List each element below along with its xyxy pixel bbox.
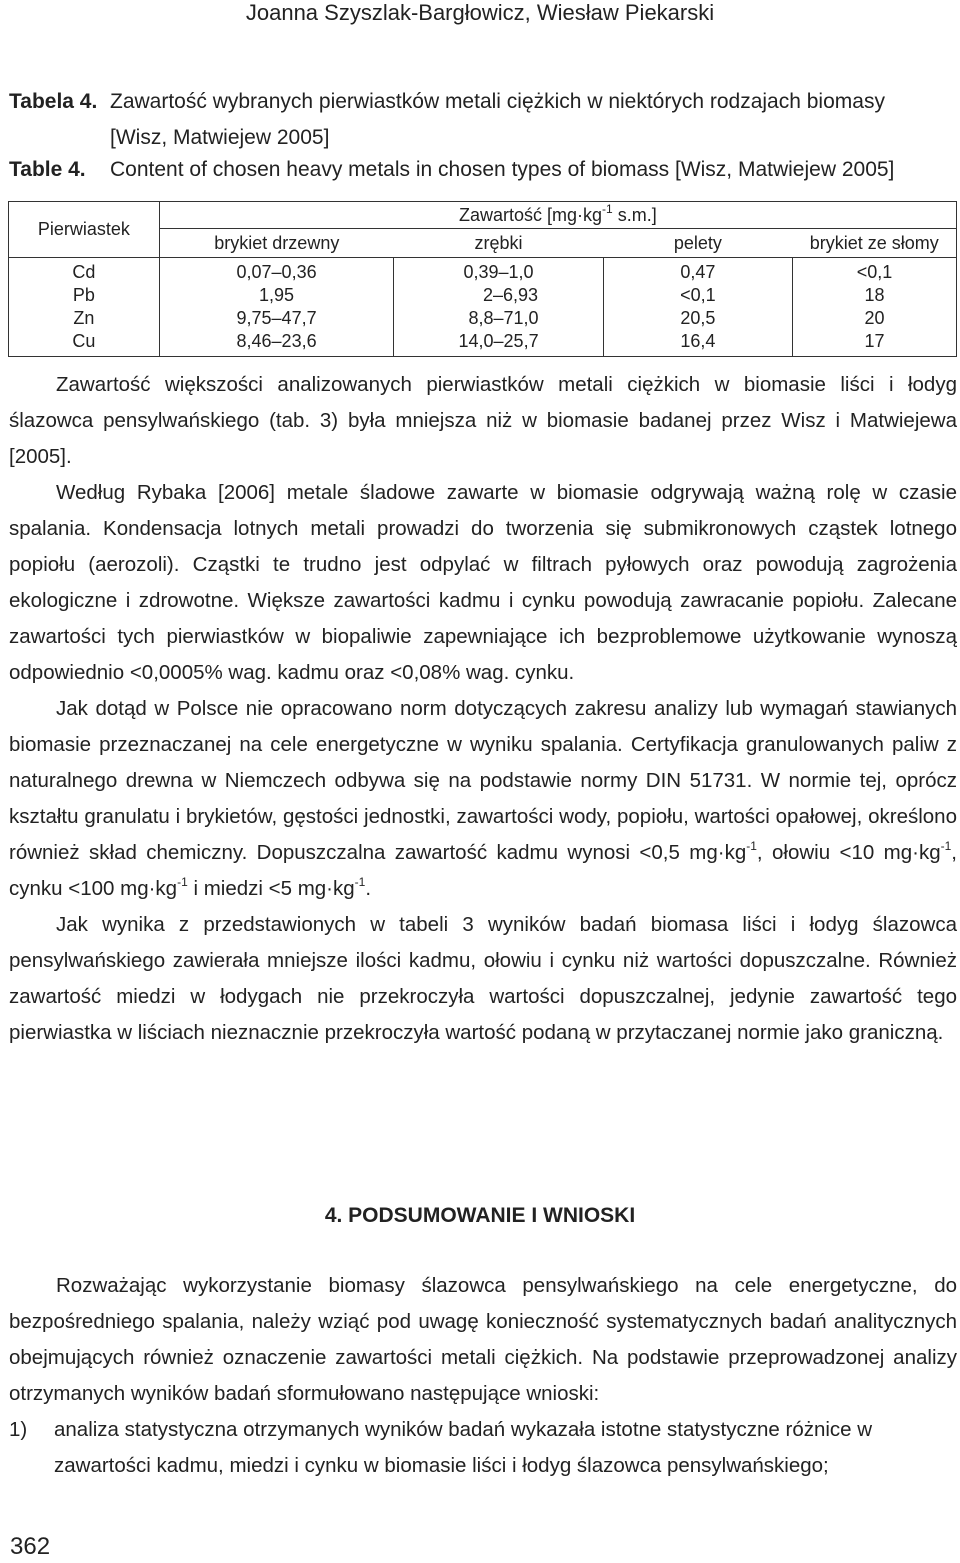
caption-text-pl-cont: [Wisz, Matwiejew 2005] <box>110 126 330 149</box>
value-cell: 8,8–71,0 <box>468 308 539 328</box>
paragraph-3 <box>9 691 957 907</box>
table-caption-en <box>9 152 954 188</box>
paragraph-4: Jak wynika z przedstawionych w tabeli 3 wyników badań biomasa liści i łodyg ślazowca pensylwańskiego zawierała mniejsze ilości kadmu, ołowiu i cynku niż wartości dopuszczalne. Również zawartość miedzi w łodygach nie przekroczyła wartości dopuszczalnej, jedynie zawartość tego pierwiastka w liściach nieznacznie przekroczyła wartość podaną w przytaczanej normie jako graniczną. <box>9 913 957 1044</box>
table-caption-pl <box>9 84 954 156</box>
header-content <box>159 202 956 229</box>
value-cell: <0,1 <box>680 285 716 305</box>
metals-table <box>8 201 957 357</box>
list-item <box>9 1412 957 1484</box>
value-cell: 17 <box>864 331 885 351</box>
section-title: 4. PODSUMOWANIE I WNIOSKI <box>324 1204 636 1227</box>
value-cell: 0,47 <box>680 262 716 282</box>
value-cell: 18 <box>864 285 885 305</box>
value-cell: 0,07–0,36 <box>236 262 317 282</box>
body-text-upper <box>9 367 957 1051</box>
value-cell: 2–6,93 <box>483 285 539 305</box>
header-content-pre: Zawartość [mg·kg <box>459 204 603 225</box>
header-element: Pierwiastek <box>9 202 160 258</box>
header-content-post: s.m.] <box>612 204 657 225</box>
p3-text-c: , cynku <100 mg·kg <box>9 841 957 900</box>
caption-text-pl: Zawartość wybranych pierwiastków metali ciężkich w niektórych rodzajach biomasy <box>110 90 885 113</box>
running-head: Joanna Szyszlak-Bargłowicz, Wiesław Piekarski <box>245 0 715 25</box>
value-cell: 20 <box>864 308 885 328</box>
list-number: 1) <box>9 1418 28 1441</box>
col-pelety: pelety <box>603 229 792 258</box>
values-zrebki <box>394 258 603 357</box>
value-cell: 0,39–1,0 <box>463 262 534 282</box>
value-cell: 1,95 <box>259 285 295 305</box>
paragraph-2: Według Rybaka [2006] metale śladowe zawarte w biomasie odgrywają ważną rolę w czasie spalania. Kondensacja lotnych metali prowadzi do tworzenia się submikronowych cząstek lotnego popiołu (aerozoli). Cząstki te trudno jest odpylać w filtrach pyłowych oraz powodują zagrożenia ekologiczne i zdrowotne. Większe zawartości kadmu i cynku powodują zawracanie popiołu. Zalecane zawartości tych pierwiastków w biopaliwie zapewniające ich bezproblemowe użytkowanie wynoszą odpowiednio <0,0005% wag. kadmu oraz <0,08% wag. cynku. <box>9 481 957 684</box>
p3-sup-3: -1 <box>177 875 188 890</box>
p3-text-a: Jak dotąd w Polsce nie opracowano norm dotyczących zakresu analizy lub wymagań stawianych biomasie przeznaczanej na cele energetyczne w wyniku spalania. Certyfikacja granulowanych paliw z naturalnego drewna w Niemczech odbywa się na podstawie normy DIN 51731. W normie tej, oprócz kształtu granulatu i brykietów, gęstości jednostki, zawartości wody, popiołu, wartości opałowej, określono również skład chemiczny. Dopuszczalna zawartość kadmu wynosi <0,5 mg·kg <box>9 697 957 864</box>
element-pb: Pb <box>72 285 95 305</box>
p3-text-b: , ołowiu <10 mg·kg <box>756 841 941 864</box>
col-brykiet-ze-slomy: brykiet ze słomy <box>793 229 957 258</box>
col-zrebki: zrębki <box>394 229 603 258</box>
elements-cell <box>9 258 160 357</box>
p3-sup-1: -1 <box>746 839 757 854</box>
p3-text-d: i miedzi <5 mg·kg <box>187 877 355 900</box>
caption-label-en: Table 4. <box>9 158 86 181</box>
element-cu: Cu <box>72 331 96 351</box>
page-number: 362 <box>10 1533 51 1560</box>
value-cell: 8,46–23,6 <box>236 331 317 351</box>
values-brykiet-ze-slomy <box>793 258 957 357</box>
header-content-sup: -1 <box>602 201 613 216</box>
p3-sup-2: -1 <box>940 839 952 854</box>
paragraph-5: Rozważając wykorzystanie biomasy ślazowca pensylwańskiego na cele energetyczne, do bezpośredniego spalania, należy wziąć pod uwagę konieczność systematycznych badań analitycznych obejmujących również oznaczenie zawartości metali ciężkich. Na podstawie przeprowadzonej analizy otrzymanych wyników badań sformułowano następujące wnioski: <box>9 1274 957 1405</box>
p3-text-e: . <box>365 877 372 900</box>
caption-label-pl: Tabela 4. <box>9 90 98 113</box>
element-zn: Zn <box>73 308 95 328</box>
values-pelety <box>603 258 792 357</box>
value-cell: 14,0–25,7 <box>458 331 539 351</box>
values-brykiet-drzewny <box>159 258 394 357</box>
element-cd: Cd <box>72 262 96 282</box>
paragraph-1: Zawartość większości analizowanych pierwiastków metali ciężkich w biomasie liści i łodyg ślazowca pensylwańskiego (tab. 3) była mniejsza niż w biomasie badanej przez Wisz i Matwiejewa [2005]. <box>9 373 957 468</box>
list-text: analiza statystyczna otrzymanych wyników badań wykazała istotne statystyczne różnice w zawartości kadmu, miedzi i cynku w biomasie liści i łodyg ślazowca pensylwańskiego; <box>54 1418 873 1477</box>
p3-sup-4: -1 <box>354 875 366 890</box>
value-cell: 16,4 <box>680 331 716 351</box>
col-brykiet-drzewny: brykiet drzewny <box>159 229 394 258</box>
caption-text-en: Content of chosen heavy metals in chosen types of biomass [Wisz, Matwiejew 2005] <box>110 158 895 181</box>
value-cell: <0,1 <box>856 262 893 282</box>
value-cell: 9,75–47,7 <box>236 308 317 328</box>
body-text-lower <box>9 1268 957 1412</box>
value-cell: 20,5 <box>680 308 716 328</box>
